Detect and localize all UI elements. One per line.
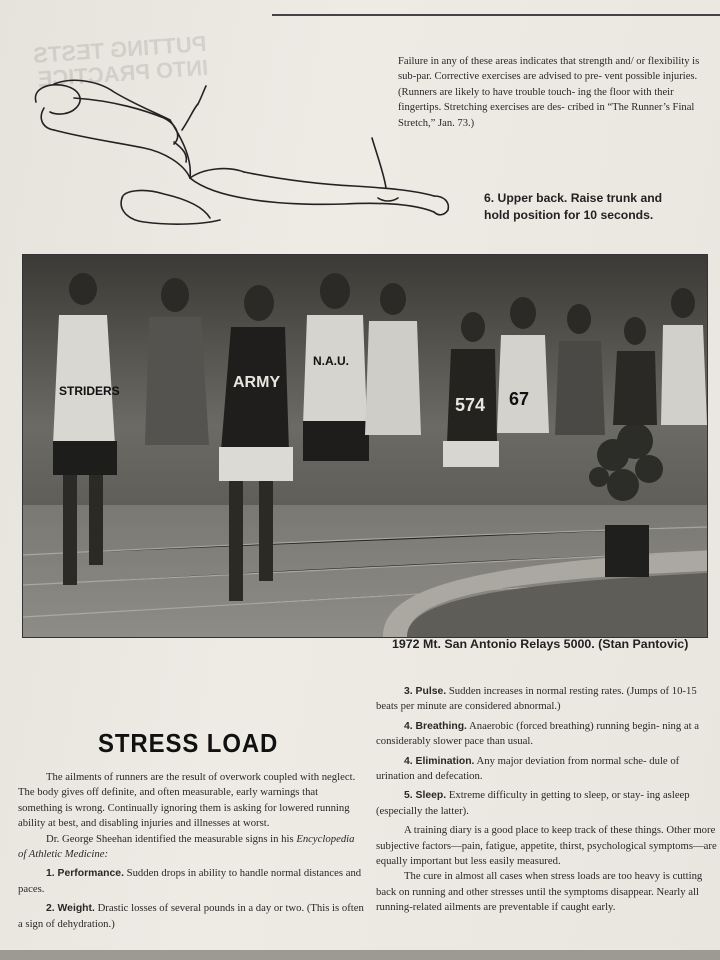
sign-text: Extreme difficulty in getting to sleep, or stay- ing asleep (especially the latter). — [376, 789, 690, 817]
book-title: Encyclopedia of Athletic Medicine: — [18, 832, 355, 861]
sign-item — [376, 684, 720, 715]
sign-item — [376, 788, 720, 819]
exercise-illustration — [14, 78, 454, 238]
intro-paragraph: Failure in any of these areas indicates that strength and/ or flexibility is sub-par. Corrective exercises are advised to pre- vent possible injuries. (Runners are likely to have trouble touch- ing the floor with their fingertips. Stretching exercises are des- cribed in “The Runner’s Final Stretch,” Jan. 73.) — [398, 56, 700, 129]
photo-caption: 1972 Mt. San Antonio Relays 5000. (Stan Pantovic) — [392, 637, 689, 651]
sign-text: Sudden drops in ability to handle normal distances and paces. — [18, 867, 362, 895]
sign-label: 3. Pulse. — [404, 686, 447, 697]
singlet-nau: N.A.U. — [313, 354, 349, 368]
sign-item — [376, 754, 720, 785]
top-rule — [272, 0, 720, 16]
sign-label: 2. Weight. — [46, 903, 95, 915]
page-bottom-edge — [0, 950, 720, 960]
sign-text: Anaerobic (forced breathing) running begin- ning at a considerably slower pace than usual. — [376, 719, 700, 748]
exercise-label: 6. Upper back. Raise trunk and hold position for 10 seconds. — [484, 191, 663, 222]
sign-text: Drastic losses of several pounds in a day or two. (This is often a sign of dehydration.) — [18, 902, 364, 930]
article-paragraph-4: The cure in almost all cases when stress loads are too heavy is cutting back on running and other stresses until the symptoms disappear. Nearly all running-related ailments are preventable if caught early. — [376, 870, 703, 914]
sign-item — [18, 866, 364, 897]
article-paragraph-2 — [18, 832, 364, 863]
sign-item — [376, 719, 720, 750]
article-column-right — [376, 684, 720, 916]
singlet-67: 67 — [509, 389, 530, 409]
race-photo — [22, 254, 708, 638]
singlet-army: ARMY — [233, 374, 281, 391]
sign-label: 4. Elimination. — [404, 755, 475, 767]
paragraph-2-text: Dr. George Sheehan identified the measurable signs in his — [46, 832, 294, 845]
article-paragraph-3: A training diary is a good place to keep track of these things. Other more subjective factors—pain, fatigue, appetite, thirst, psychological symptoms—are equally important but less easily measured. — [376, 824, 717, 868]
race-photo-illustration — [23, 255, 707, 637]
bleed-through-text: PUTTING TESTS INTO PRACTICE — [32, 30, 209, 92]
sign-text: Sudden increases in normal resting rates. (Jumps of 10-15 beats per minute are considered abnormal.) — [376, 685, 697, 713]
article-title: STRESS LOAD — [98, 728, 279, 758]
article-paragraph-1: The ailments of runners are the result of overwork coupled with neglect. The body gives off definite, and often measurable, early warnings that something is wrong. Continually ignoring them is asking for lowered running ability at best, and disabling injuries and illnesses at worst. — [18, 771, 356, 830]
sign-item — [18, 901, 364, 932]
sign-label: 5. Sleep. — [404, 790, 447, 802]
article-column-left — [18, 770, 364, 932]
sign-label: 4. Breathing. — [404, 720, 467, 732]
sign-label: 1. Performance. — [46, 868, 124, 880]
singlet-574: 574 — [455, 395, 486, 415]
sign-text: Any major deviation from normal sche- dule of urination and defecation. — [376, 754, 680, 783]
singlet-striders: STRIDERS — [59, 384, 120, 398]
